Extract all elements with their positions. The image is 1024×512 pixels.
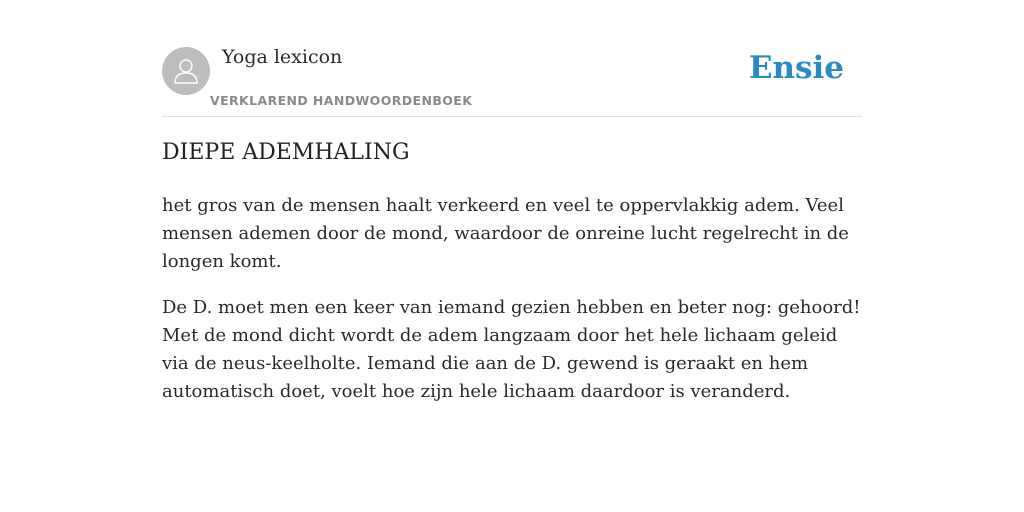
avatar[interactable] bbox=[162, 47, 210, 95]
definition-paragraph: De D. moet men een keer van iemand gezien hebben en beter nog: gehoord! Met de mond dicht wordt de adem langzaam door het hele lichaam geleid via de neus-keelholte. Iemand die aan de D. gewend is geraakt en hem automatisch doet, voelt hoe zijn hele lichaam daardoor is veranderd. bbox=[162, 297, 861, 402]
definition-paragraph: het gros van de mensen haalt verkeerd en veel te oppervlakkig adem. Veel mensen ademen door de mond, waardoor de onreine lucht regelrecht in de longen komt. bbox=[162, 195, 849, 272]
author-name[interactable]: Yoga lexicon bbox=[222, 46, 343, 68]
entry-content bbox=[162, 192, 862, 424]
dictionary-subtitle: VERKLAREND HANDWOORDENBOEK bbox=[210, 93, 473, 108]
header bbox=[162, 0, 862, 117]
entry-title: DIEPE ADEMHALING bbox=[162, 140, 410, 165]
brand-logo[interactable]: Ensie bbox=[748, 50, 844, 86]
user-icon bbox=[172, 56, 200, 86]
